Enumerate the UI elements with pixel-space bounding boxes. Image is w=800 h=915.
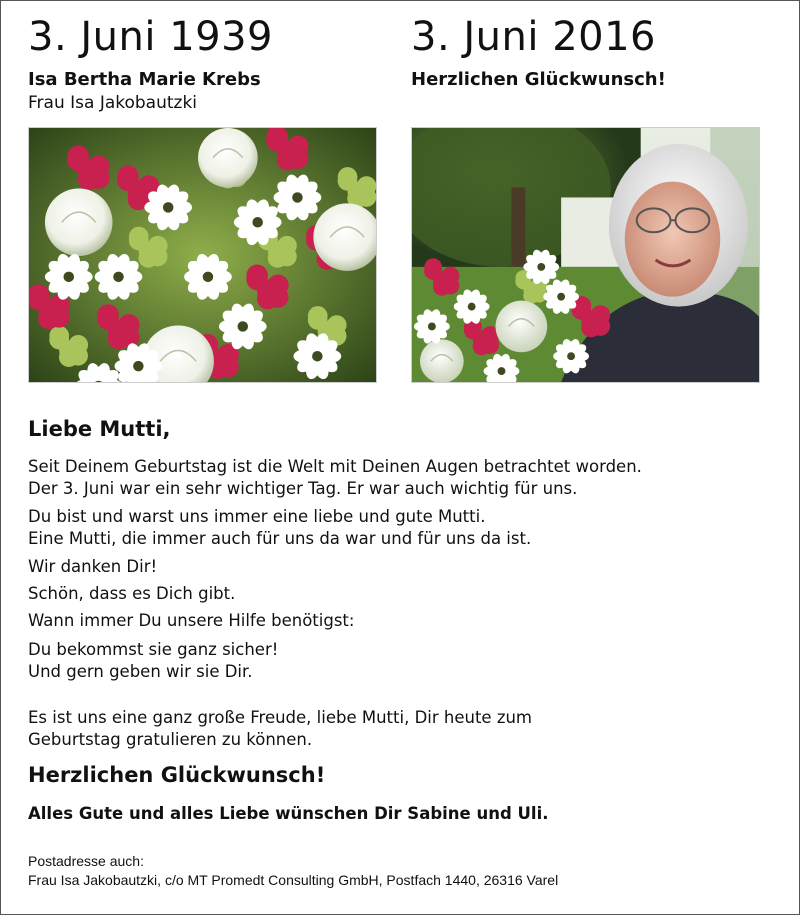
- paragraph-line: Und gern geben wir sie Dir.: [28, 662, 253, 681]
- current-date: 3. Juni 2016: [411, 14, 657, 60]
- married-name: Frau Isa Jakobautzki: [28, 93, 198, 113]
- postal-address: [28, 852, 558, 890]
- paragraph-line: Geburtstag gratulieren zu können.: [28, 730, 313, 749]
- address-line: Frau Isa Jakobautzki, c/o MT Promedt Consulting GmbH, Postfach 1440, 26316 Varel: [28, 872, 559, 888]
- address-label: Postadresse auch:: [28, 853, 144, 869]
- flower-bouquet-photo: [28, 127, 377, 383]
- paragraph-3: [28, 556, 157, 578]
- paragraph-line: Es ist uns eine ganz große Freude, liebe Mutti, Dir heute zum: [28, 708, 533, 727]
- closing-heading: Herzlichen Glückwunsch!: [28, 763, 326, 787]
- paragraph-line: Schön, dass es Dich gibt.: [28, 584, 236, 603]
- closing-line: Alles Gute und alles Liebe wünschen Dir Sabine und Uli.: [28, 804, 549, 823]
- paragraph-line: Eine Mutti, die immer auch für uns da war und für uns da ist.: [28, 529, 532, 548]
- paragraph-6: [28, 639, 278, 683]
- paragraph-line: Seit Deinem Geburtstag ist die Welt mit Deinen Augen betrachtet worden.: [28, 457, 642, 476]
- paragraph-line: Wir danken Dir!: [28, 557, 158, 576]
- paragraph-line: Du bist und warst uns immer eine liebe und gute Mutti.: [28, 507, 486, 526]
- paragraph-4: [28, 583, 235, 605]
- paragraph-line: Du bekommst sie ganz sicher!: [28, 640, 279, 659]
- paragraph-1: [28, 456, 642, 500]
- portrait-photo: [411, 127, 760, 383]
- congrats-heading-top: Herzlichen Glückwunsch!: [411, 69, 666, 90]
- paragraph-7: [28, 707, 532, 751]
- paragraph-line: Der 3. Juni war ein sehr wichtiger Tag. Er war auch wichtig für uns.: [28, 479, 578, 498]
- paragraph-2: [28, 506, 531, 550]
- paragraph-5: [28, 610, 354, 632]
- birth-date: 3. Juni 1939: [28, 14, 274, 60]
- greeting: Liebe Mutti,: [28, 417, 171, 441]
- paragraph-line: Wann immer Du unsere Hilfe benötigst:: [28, 611, 355, 630]
- full-name: Isa Bertha Marie Krebs: [28, 69, 261, 90]
